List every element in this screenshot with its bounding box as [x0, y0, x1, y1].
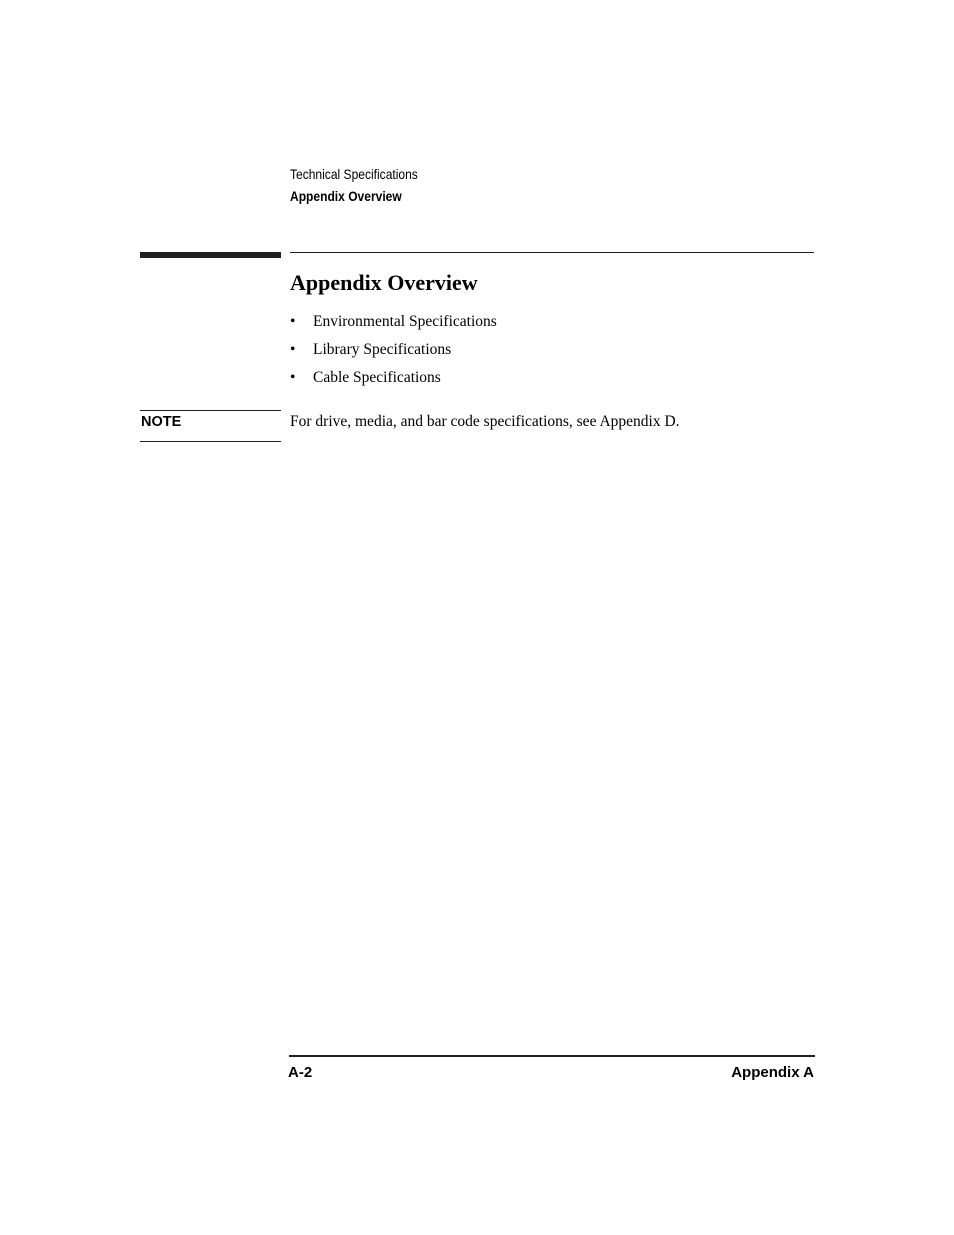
note-rule-bottom: [140, 441, 281, 442]
bullet-icon: •: [290, 369, 296, 386]
running-head-section: Appendix Overview: [290, 188, 402, 204]
list-item: [290, 313, 497, 331]
list-item-label: Cable Specifications: [313, 369, 441, 386]
bullet-icon: •: [290, 313, 296, 330]
list-item: [290, 341, 451, 359]
list-item-label: Environmental Specifications: [313, 313, 497, 330]
list-item: [290, 369, 441, 387]
section-rule: [290, 252, 814, 253]
bullet-icon: •: [290, 341, 296, 358]
note-text: For drive, media, and bar code specifications, see Appendix D.: [290, 413, 680, 430]
footer-chapter-label: Appendix A: [731, 1064, 814, 1081]
running-head-chapter: Technical Specifications: [290, 166, 418, 182]
list-item-label: Library Specifications: [313, 341, 452, 358]
note-rule-top: [140, 410, 281, 411]
page-number: A-2: [288, 1064, 313, 1081]
footer-rule: [289, 1055, 815, 1057]
note-label: NOTE: [141, 414, 182, 430]
section-title: Appendix Overview: [290, 270, 478, 295]
section-marker-bar: [140, 252, 281, 258]
